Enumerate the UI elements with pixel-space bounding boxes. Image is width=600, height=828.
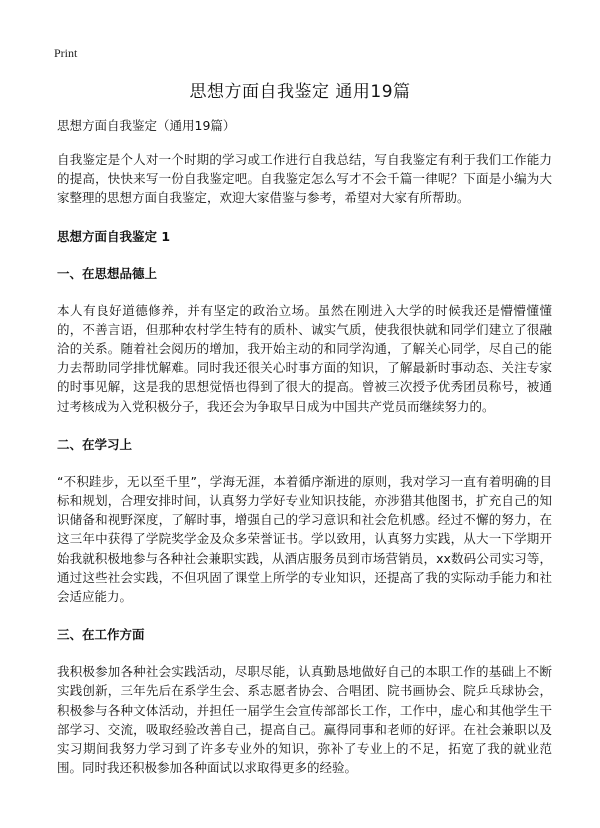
document-body — [57, 116, 552, 796]
page-title: 思想方面自我鉴定 通用19篇 — [189, 82, 411, 102]
section-paragraph-morality: 本人有良好道德修养，并有坚定的政治立场。虽然在刚进入大学的时候我还是懵懵懂懂的，不善言语，但那种农村学生特有的质朴、诚实气质，使我很快就和同学们建立了很融洽的关系。随着社会阅历的增加，我开始主动的和同学沟通，了解关心同学，尽自己的能力去帮助同学排忧解难。同时我还很关心时事方面的知识，了解最新时事动态、关注专家的时事见解，这是我的思想觉悟也得到了很大的提高。曾被三次授予优秀团员称号，被通过考核成为入党积极分子，我还会为争取早日成为中国共产党员而继续努力的。 — [57, 302, 552, 414]
document-subtitle: 思想方面自我鉴定（通用19篇） — [57, 118, 236, 133]
section-paragraph-study: “不积跬步，无以至千里”，学海无涯，本着循序渐进的原则，我对学习一直有着明确的目标和规划，合理安排时间，认真努力学好专业知识技能，亦涉猎其他图书，扩充自己的知识储备和视野深度，了解时事，增强自己的学习意识和社会危机感。经过不懈的努力，在这三年中获得了学院奖学金及众多荣誉证书。学以致用，认真努力实践，从大一下学期开始我就积极地参与各种社会兼职实践，从酒店服务员到市场营销员，xx数码公司实习等，通过这些社会实践，不但巩固了课堂上所学的专业知识，还提高了我的实际动手能力和社会适应能力。 — [57, 473, 552, 605]
print-link[interactable]: Print — [54, 46, 78, 60]
section-heading-work: 三、在工作方面 — [57, 627, 145, 643]
section-paragraph-work: 我积极参加各种社会实践活动，尽职尽能，认真勤恳地做好自己的本职工作的基础上不断实践创新，三年先后在系学生会、系志愿者协会、合唱团、院书画协会、院乒乓球协会，积极参与各种文体活动，并担任一届学生会宣传部部长工作，工作中，虚心和其他学生干部学习、交流，吸取经验改善自己，提高自己。赢得同事和老师的好评。在社会兼职以及实习期间我努力学习到了许多专业外的知识，弥补了专业上的不足，拓宽了我的就业范围。同时我还积极参加各种面试以求取得更多的经验。 — [57, 664, 552, 776]
intro-paragraph: 自我鉴定是个人对一个时期的学习或工作进行自我总结，写自我鉴定有利于我们工作能力的提高，快快来写一份自我鉴定吧。自我鉴定怎么写才不会千篇一律呢？下面是小编为大家整理的思想方面自我鉴定，欢迎大家借鉴与参考，希望对大家有所帮助。 — [57, 152, 552, 206]
section-heading-study: 二、在学习上 — [57, 436, 133, 452]
section-heading-morality: 一、在思想品德上 — [57, 265, 158, 281]
article-heading: 思想方面自我鉴定 1 — [57, 228, 171, 244]
